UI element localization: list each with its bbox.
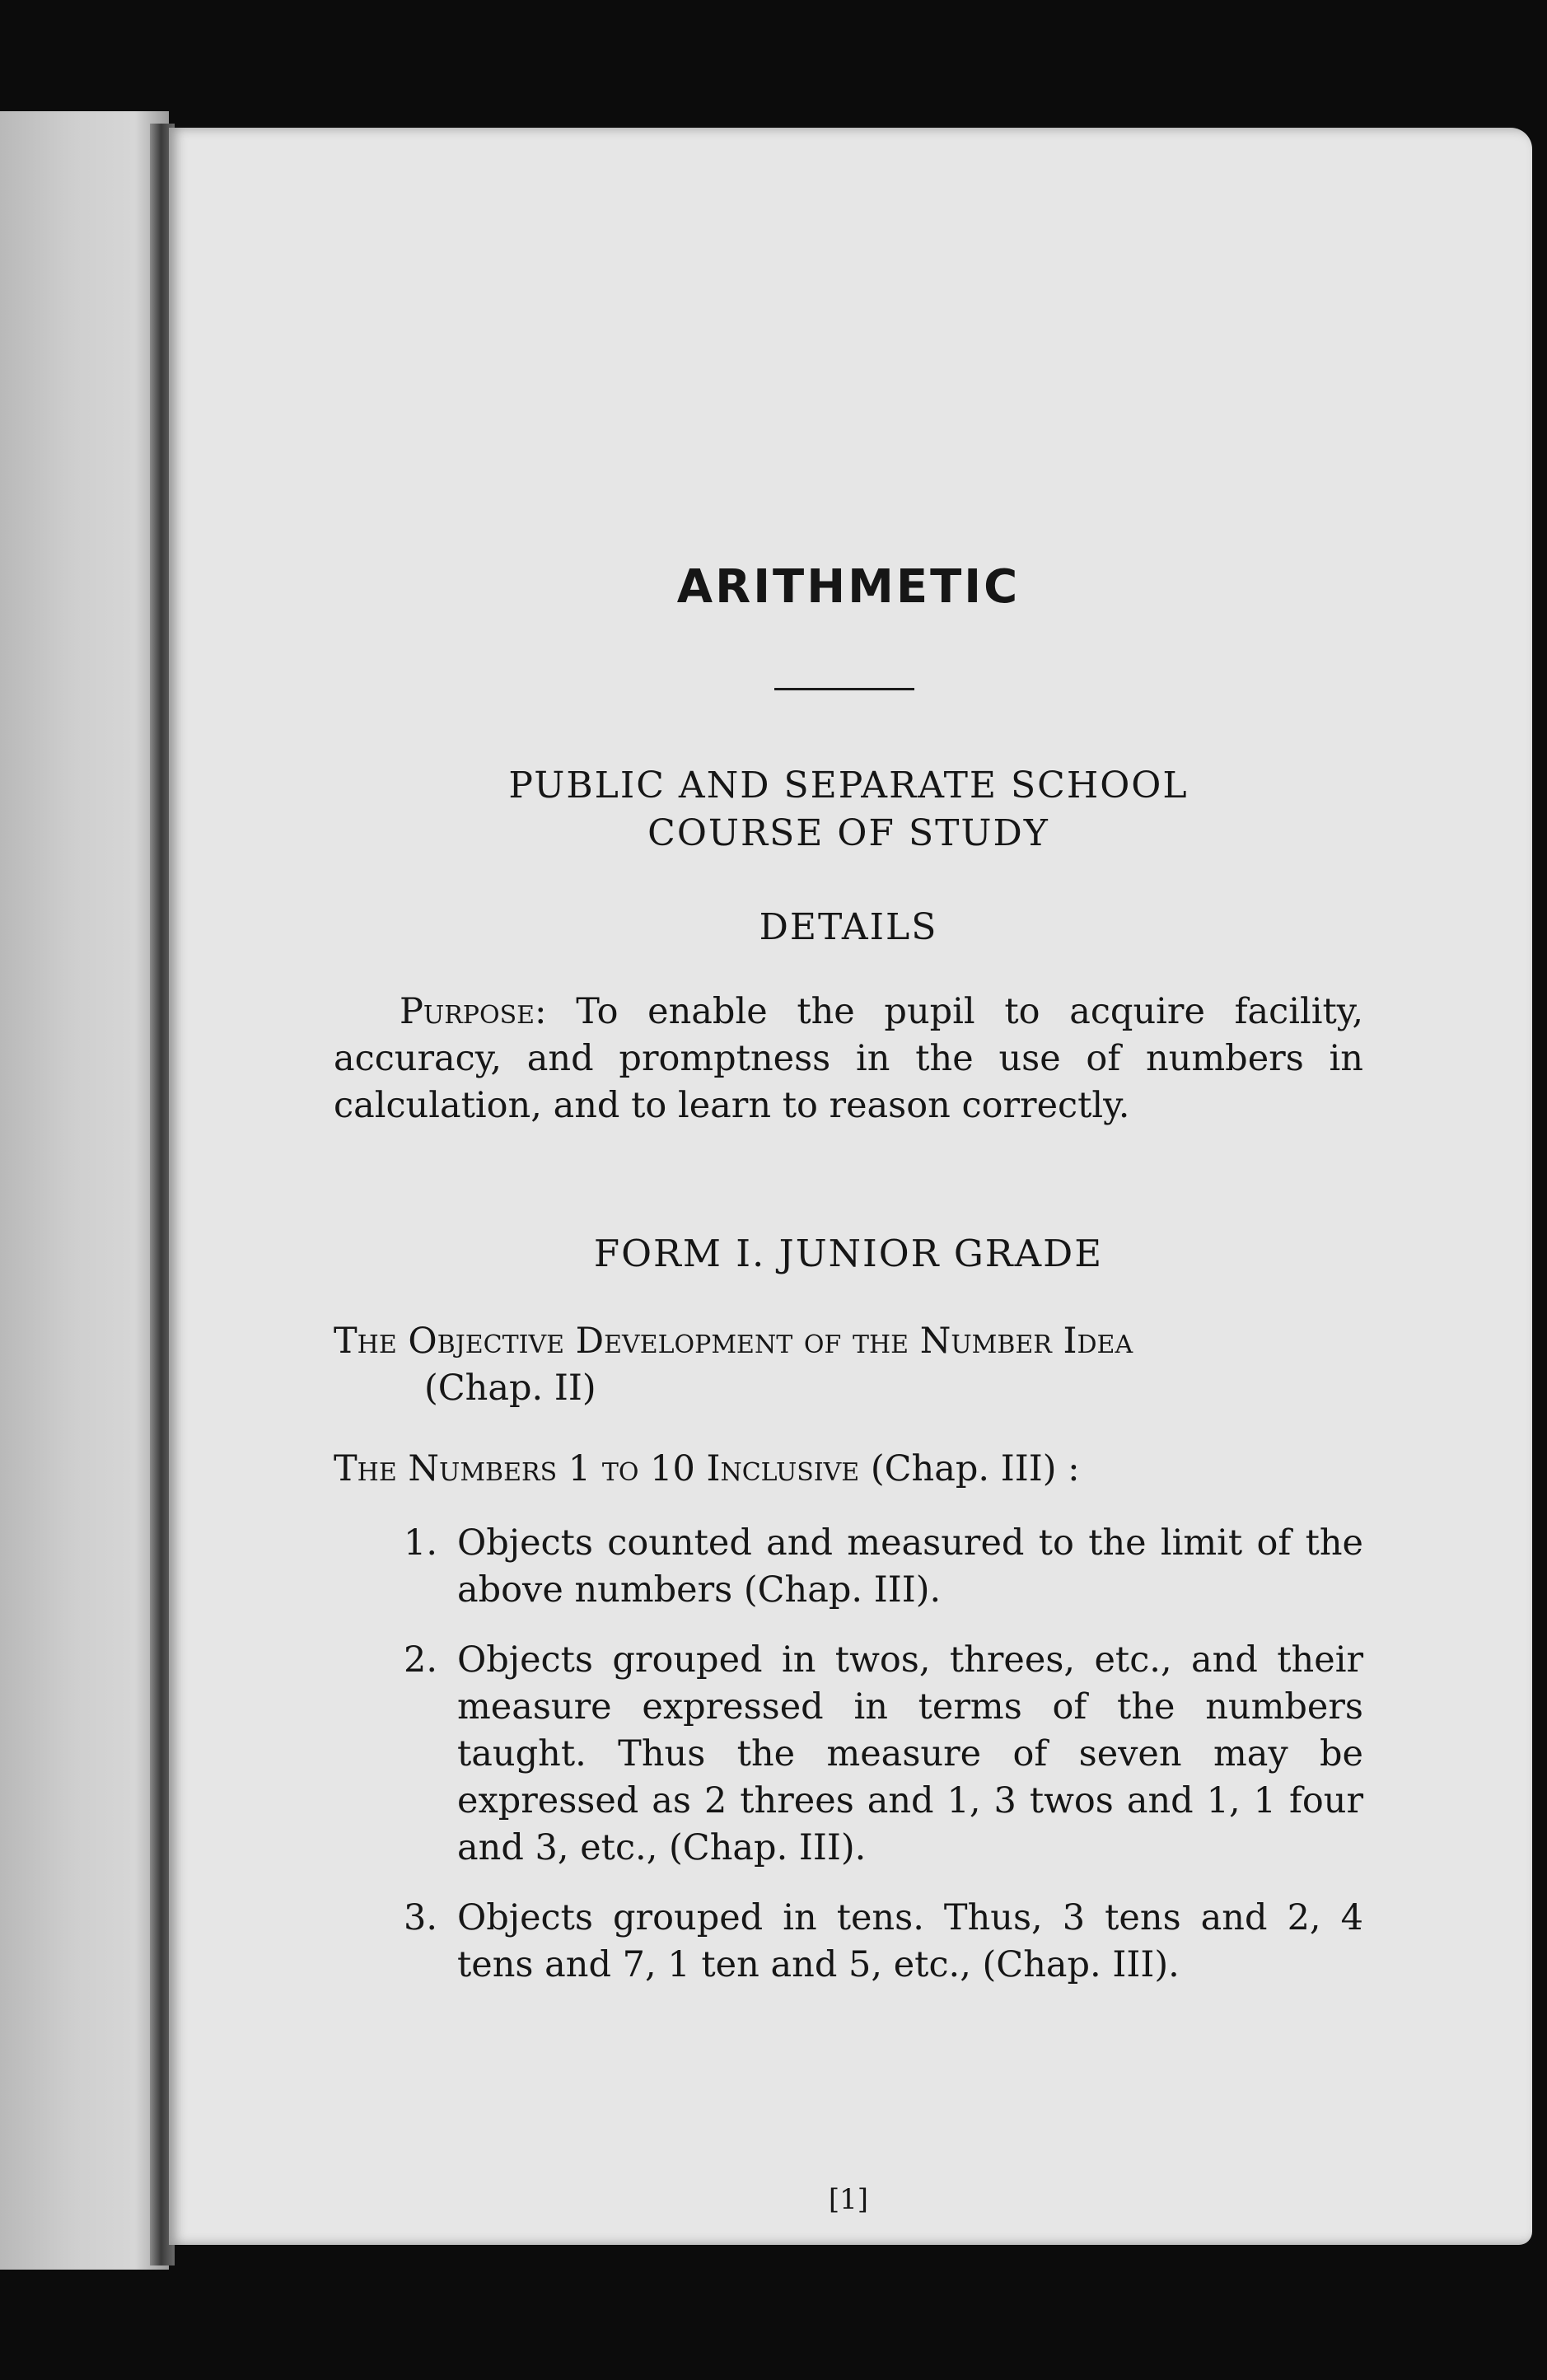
numbered-list xyxy=(334,1520,1363,2012)
list-item-number: 3. xyxy=(404,1897,438,1938)
purpose-label: Purpose xyxy=(400,991,535,1032)
subtitle-line-1: PUBLIC AND SEPARATE SCHOOL xyxy=(508,764,1189,807)
purpose-text: To enable the pupil to acquire facility, accuracy, and promptness in the use of numbers in calculation, and to learn to reason correctly. xyxy=(334,991,1363,1126)
list-item xyxy=(334,1895,1363,1989)
list-item-text: Objects grouped in twos, threes, etc., and their measure expressed in terms of the numbers taught. Thus the measure of seven may be expressed as 2 threes and 1, 3 twos and 1, 1 four and 3, etc., (Chap. III). xyxy=(457,1639,1363,1868)
list-item-text: Objects counted and measured to the limit of the above numbers (Chap. III). xyxy=(457,1522,1363,1611)
page-subtitle xyxy=(334,762,1363,858)
right-page xyxy=(169,128,1532,2245)
page-number: [1] xyxy=(828,2183,869,2216)
list-item-text: Objects grouped in tens. Thus, 3 tens and 2, 4 tens and 7, 1 ten and 5, etc., (Chap. III). xyxy=(457,1897,1363,1985)
details-heading: DETAILS xyxy=(759,906,938,948)
purpose-paragraph xyxy=(334,989,1363,1129)
title-rule xyxy=(774,688,914,690)
section-objective-chap: (Chap. II) xyxy=(424,1368,596,1409)
section-objective-development xyxy=(334,1318,1363,1412)
form-heading: FORM I. JUNIOR GRADE xyxy=(593,1232,1104,1275)
section-objective-heading: The Objective Development of the Number Idea xyxy=(334,1321,1133,1362)
list-item-number: 2. xyxy=(404,1639,438,1681)
page-title: ARITHMETIC xyxy=(676,560,1021,614)
list-item-number: 1. xyxy=(404,1522,438,1564)
list-item xyxy=(334,1637,1363,1872)
section-numbers-1-to-10 xyxy=(334,1446,1363,1493)
purpose-colon: : xyxy=(535,991,547,1032)
section-numbers-heading: The Numbers 1 to 10 Inclusive xyxy=(334,1448,860,1489)
subtitle-line-2: COURSE OF STUDY xyxy=(647,812,1049,854)
section-numbers-chap: (Chap. III) : xyxy=(859,1448,1080,1489)
list-item xyxy=(334,1520,1363,1614)
left-page-edge xyxy=(0,111,169,2270)
